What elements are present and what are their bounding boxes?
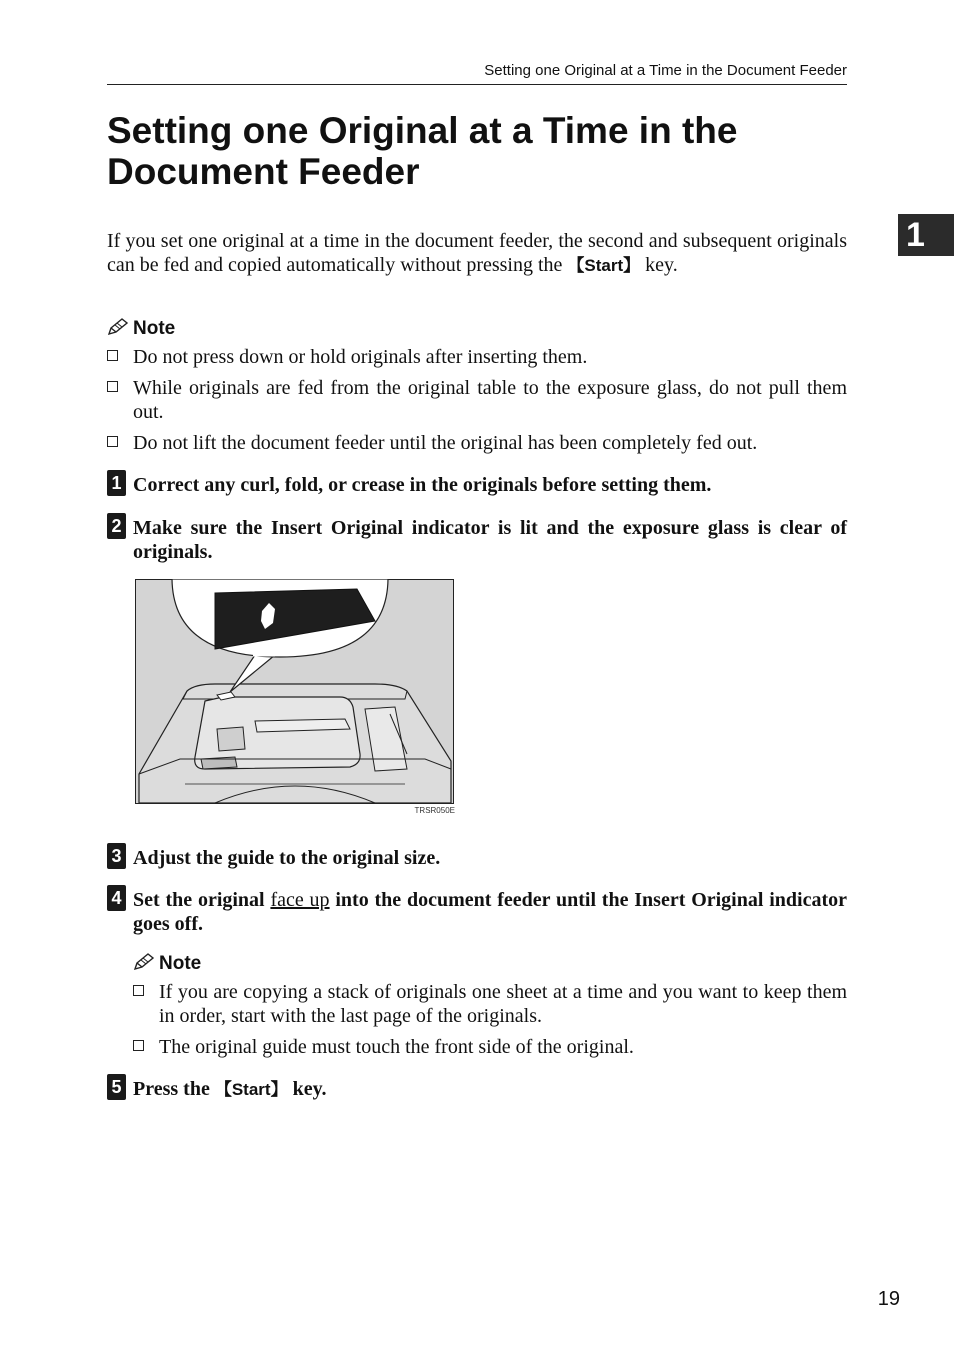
step-number-badge: 1: [107, 470, 126, 496]
start-key-label: 【Start】: [214, 1080, 288, 1099]
start-key-label: 【Start】: [567, 256, 641, 275]
pencil-icon: [107, 318, 129, 336]
note-heading: [133, 953, 201, 975]
running-header: Setting one Original at a Time in the Document Feeder: [107, 60, 847, 85]
note-item: The original guide must touch the front side of the original.: [133, 1035, 847, 1059]
intro-text-after: key.: [640, 254, 678, 276]
step-number-badge: 4: [107, 885, 126, 911]
step-3: 3 Adjust the guide to the original size.: [107, 846, 847, 870]
page-number: 19: [877, 1288, 900, 1310]
figure-code: TRSR050E: [414, 806, 455, 815]
step-number-badge: 3: [107, 843, 126, 869]
face-up-emphasis: face up: [270, 889, 330, 911]
note-item: Do not lift the document feeder until the original has been completely fed out.: [107, 431, 847, 455]
step-number-badge: 2: [107, 513, 126, 539]
checkbox-bullet-icon: [107, 350, 118, 361]
note-heading-label: Note: [133, 318, 176, 339]
step-number-badge: 5: [107, 1074, 126, 1100]
step-5: 5 Press the 【Start】 key.: [107, 1077, 847, 1102]
checkbox-bullet-icon: [133, 1040, 144, 1051]
step-1: 1 Correct any curl, fold, or crease in the originals before setting them.: [107, 473, 847, 497]
note-heading: [107, 318, 175, 340]
intro-text-before: If you set one original at a time in the document feeder, the second and subsequent originals can be fed and copied automatically without pressing the: [107, 230, 847, 276]
document-feeder-illustration: [135, 579, 454, 804]
step-2: 2 Make sure the Insert Original indicator is lit and the exposure glass is clear of originals.: [107, 516, 847, 564]
chapter-tab: 1: [898, 214, 954, 256]
note-item: While originals are fed from the original table to the exposure glass, do not pull them out.: [107, 376, 847, 424]
checkbox-bullet-icon: [107, 381, 118, 392]
step-4: 4 Set the original face up into the document feeder until the Insert Original indicator goes off.: [107, 888, 847, 936]
intro-paragraph: [107, 229, 847, 278]
checkbox-bullet-icon: [107, 436, 118, 447]
note-item: If you are copying a stack of originals one sheet at a time and you want to keep them in order, start with the last page of the originals.: [133, 980, 847, 1028]
pencil-icon: [133, 953, 155, 971]
note-heading-label: Note: [159, 953, 202, 974]
page-title: Setting one Original at a Time in the Document Feeder: [107, 110, 738, 192]
checkbox-bullet-icon: [133, 985, 144, 996]
note-item: Do not press down or hold originals after inserting them.: [107, 345, 847, 369]
